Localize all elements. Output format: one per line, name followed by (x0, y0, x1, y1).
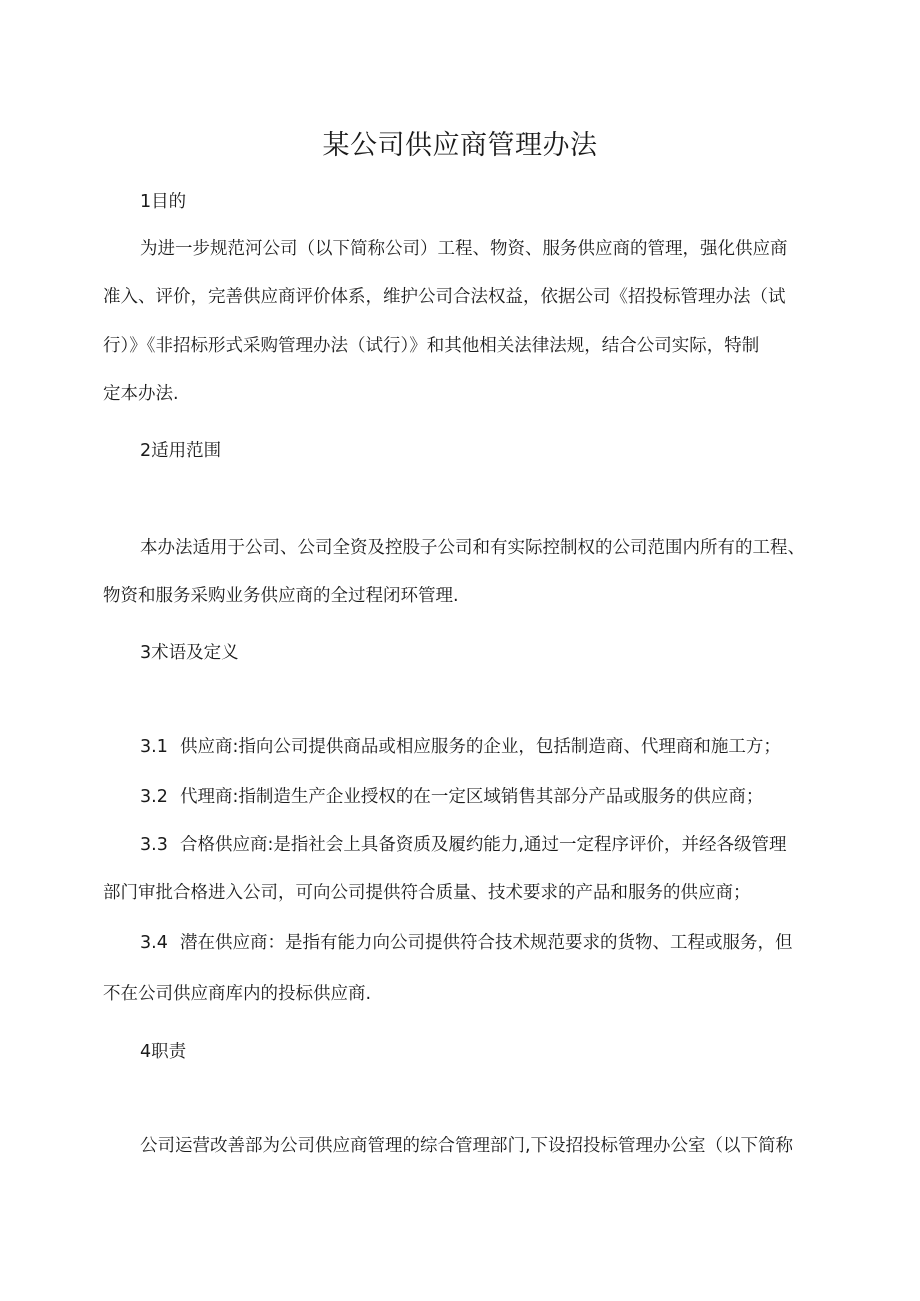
section-heading-scope: 2适用范围 (140, 441, 222, 461)
section-heading-purpose: 1目的 (140, 192, 187, 212)
clause-text: 供应商:指向公司提供商品或相应服务的企业，包括制造商、代理商和施工方； (180, 737, 781, 757)
clause-number: 3.3 (140, 835, 168, 855)
clause-3-1 (140, 734, 833, 760)
clause-3-4 (140, 930, 833, 956)
clause-number: 3.1 (140, 737, 168, 757)
section-heading-definitions: 3术语及定义 (140, 643, 239, 663)
paragraph-line: 定本办法. (103, 384, 179, 404)
paragraph-line: 公司运营改善部为公司供应商管理的综合管理部门,下设招投标管理办公室（以下简称 (140, 1136, 794, 1156)
paragraph-line: 不在公司供应商库内的投标供应商. (103, 984, 372, 1004)
clause-3-3 (140, 832, 833, 858)
clause-3-2 (140, 784, 833, 810)
clause-text: 合格供应商:是指社会上具备资质及履约能力,通过一定程序评价，并经各级管理 (180, 835, 787, 855)
paragraph-line: 为进一步规范河公司（以下简称公司）工程、物资、服务供应商的管理，强化供应商 (140, 239, 788, 259)
clause-number: 3.2 (140, 787, 168, 807)
section-heading-responsibilities: 4职责 (140, 1042, 187, 1062)
page-title: 某公司供应商管理办法 (322, 130, 598, 161)
paragraph-line: 准入、评价，完善供应商评价体系，维护公司合法权益，依据公司《招投标管理办法（试 (103, 287, 786, 307)
paragraph-line: 行）》《非招标形式采购管理办法（试行）》和其他相关法律法规，结合公司实际，特制 (103, 336, 760, 356)
clause-text: 代理商:指制造生产企业授权的在一定区域销售其部分产品或服务的供应商； (180, 787, 764, 807)
clause-text: 潜在供应商：是指有能力向公司提供符合技术规范要求的货物、工程或服务，但 (180, 933, 793, 953)
paragraph-line: 本办法适用于公司、公司全资及控股子公司和有实际控制权的公司范围内所有的工程、 (140, 538, 805, 558)
paragraph-line: 物资和服务采购业务供应商的全过程闭环管理. (103, 586, 459, 606)
clause-number: 3.4 (140, 933, 168, 953)
paragraph-line: 部门审批合格进入公司，可向公司提供符合质量、技术要求的产品和服务的供应商； (103, 883, 751, 903)
